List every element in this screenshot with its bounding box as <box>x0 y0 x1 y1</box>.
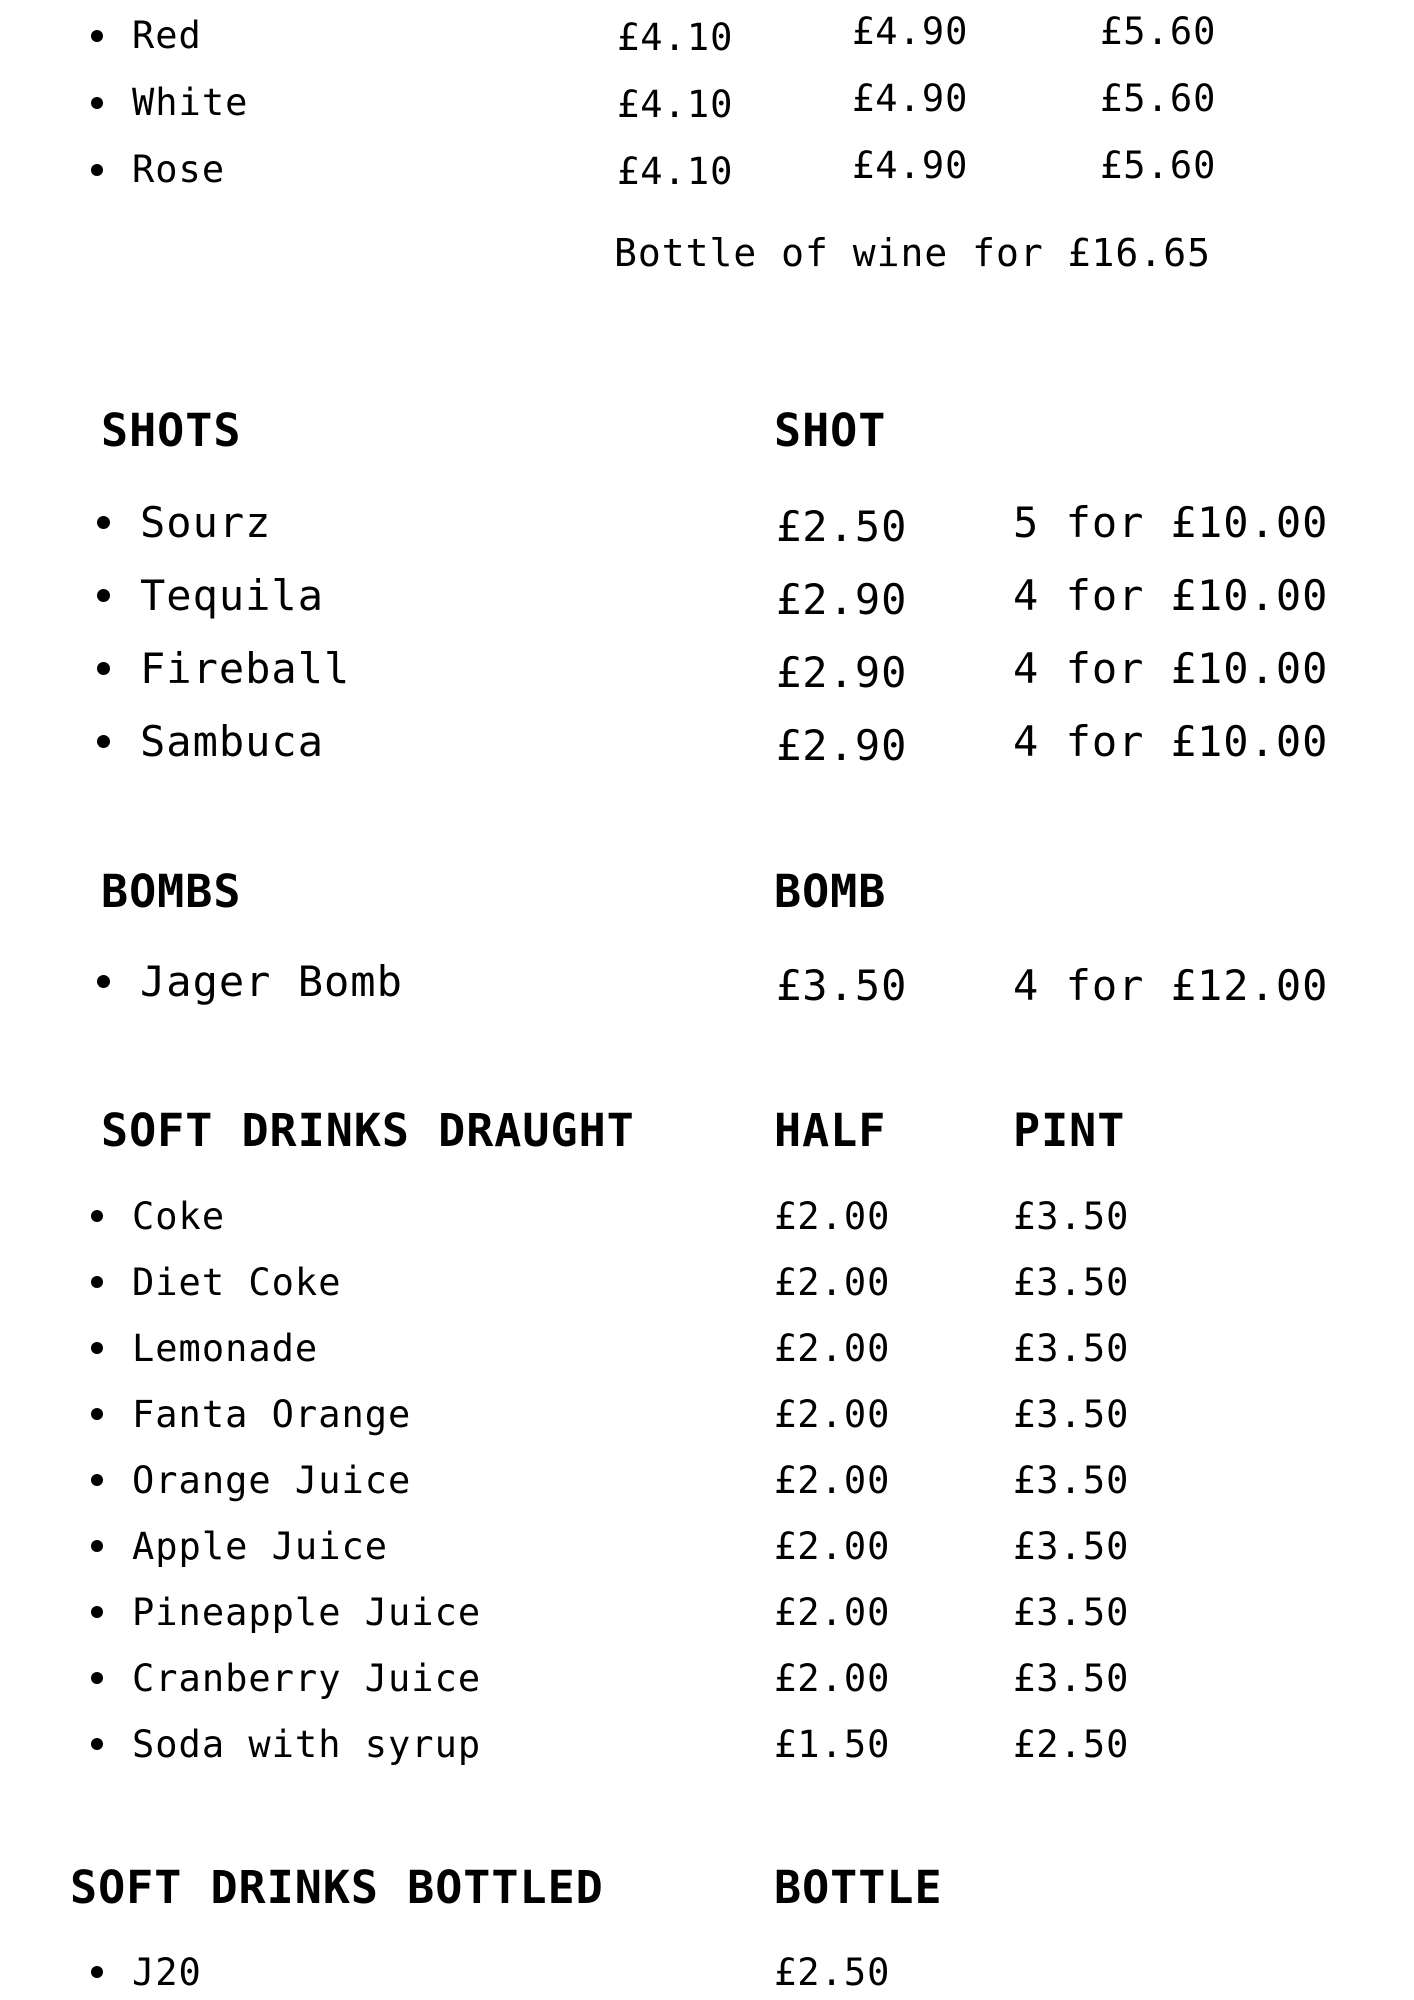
wine-price-1: £4.10 <box>617 83 734 126</box>
item-deal: 4 for £12.00 <box>1013 961 1329 1010</box>
bullet-icon <box>91 1210 103 1222</box>
half-price: £2.00 <box>774 1657 891 1700</box>
item-name: Apple Juice <box>132 1525 389 1568</box>
bullet-icon <box>91 1738 103 1750</box>
bullet-icon <box>91 1276 103 1288</box>
pint-price: £3.50 <box>1013 1393 1130 1436</box>
wine-price-2: £4.90 <box>852 144 969 187</box>
bullet-icon <box>91 97 103 109</box>
pint-price: £3.50 <box>1013 1657 1130 1700</box>
item-name: Pineapple Juice <box>132 1591 482 1634</box>
item-name: Cranberry Juice <box>132 1657 482 1700</box>
wine-name: Rose <box>132 148 226 191</box>
pint-price: £3.50 <box>1013 1459 1130 1502</box>
section-title: SHOTS <box>101 404 242 457</box>
bullet-icon <box>97 516 110 529</box>
bullet-icon <box>91 1606 103 1618</box>
wine-price-3: £5.60 <box>1100 77 1217 120</box>
item-name: Soda with syrup <box>132 1723 482 1766</box>
pint-price: £3.50 <box>1013 1591 1130 1634</box>
item-price: £2.90 <box>776 575 908 624</box>
item-price: £2.50 <box>774 1951 891 1994</box>
bullet-icon <box>91 1342 103 1354</box>
item-name: Lemonade <box>132 1327 319 1370</box>
wine-name: White <box>132 81 249 124</box>
item-deal: 4 for £10.00 <box>1013 571 1329 620</box>
bullet-icon <box>91 1672 103 1684</box>
half-price: £2.00 <box>774 1525 891 1568</box>
column-header-half: HALF <box>774 1104 887 1157</box>
section-title: BOMBS <box>101 865 242 918</box>
bullet-icon <box>91 1540 103 1552</box>
wine-price-2: £4.90 <box>852 10 969 53</box>
pint-price: £2.50 <box>1013 1723 1130 1766</box>
half-price: £2.00 <box>774 1261 891 1304</box>
half-price: £2.00 <box>774 1327 891 1370</box>
bullet-icon <box>91 1408 103 1420</box>
item-name: Diet Coke <box>132 1261 342 1304</box>
item-name: J20 <box>132 1951 202 1994</box>
item-name: Sourz <box>140 498 272 547</box>
item-name: Jager Bomb <box>140 957 403 1006</box>
half-price: £2.00 <box>774 1195 891 1238</box>
pint-price: £3.50 <box>1013 1525 1130 1568</box>
item-name: Orange Juice <box>132 1459 412 1502</box>
column-header: BOTTLE <box>774 1861 943 1914</box>
item-name: Fanta Orange <box>132 1393 412 1436</box>
bottle-note: Bottle of wine for £16.65 <box>614 231 1211 275</box>
wine-price-2: £4.90 <box>852 77 969 120</box>
pint-price: £3.50 <box>1013 1327 1130 1370</box>
column-header-pint: PINT <box>1013 1104 1126 1157</box>
wine-price-1: £4.10 <box>617 150 734 193</box>
item-deal: 4 for £10.00 <box>1013 717 1329 766</box>
bullet-icon <box>97 975 110 988</box>
bullet-icon <box>91 30 103 42</box>
item-name: Tequila <box>140 571 325 620</box>
column-header: BOMB <box>774 865 887 918</box>
bullet-icon <box>97 662 110 675</box>
wine-price-1: £4.10 <box>617 16 734 59</box>
item-name: Sambuca <box>140 717 325 766</box>
column-header: SHOT <box>774 404 887 457</box>
section-title: SOFT DRINKS DRAUGHT <box>101 1104 635 1157</box>
item-name: Fireball <box>140 644 351 693</box>
wine-price-3: £5.60 <box>1100 10 1217 53</box>
bullet-icon <box>91 1474 103 1486</box>
half-price: £2.00 <box>774 1591 891 1634</box>
wine-price-3: £5.60 <box>1100 144 1217 187</box>
item-deal: 4 for £10.00 <box>1013 644 1329 693</box>
pint-price: £3.50 <box>1013 1195 1130 1238</box>
bullet-icon <box>97 735 110 748</box>
wine-name: Red <box>132 14 202 57</box>
item-deal: 5 for £10.00 <box>1013 498 1329 547</box>
section-title: SOFT DRINKS BOTTLED <box>70 1861 604 1914</box>
item-price: £2.90 <box>776 721 908 770</box>
item-price: £2.50 <box>776 502 908 551</box>
pint-price: £3.50 <box>1013 1261 1130 1304</box>
bullet-icon <box>91 164 103 176</box>
half-price: £2.00 <box>774 1459 891 1502</box>
item-price: £3.50 <box>776 961 908 1010</box>
bullet-icon <box>97 589 110 602</box>
bullet-icon <box>91 1966 103 1978</box>
half-price: £2.00 <box>774 1393 891 1436</box>
item-name: Coke <box>132 1195 226 1238</box>
item-price: £2.90 <box>776 648 908 697</box>
half-price: £1.50 <box>774 1723 891 1766</box>
